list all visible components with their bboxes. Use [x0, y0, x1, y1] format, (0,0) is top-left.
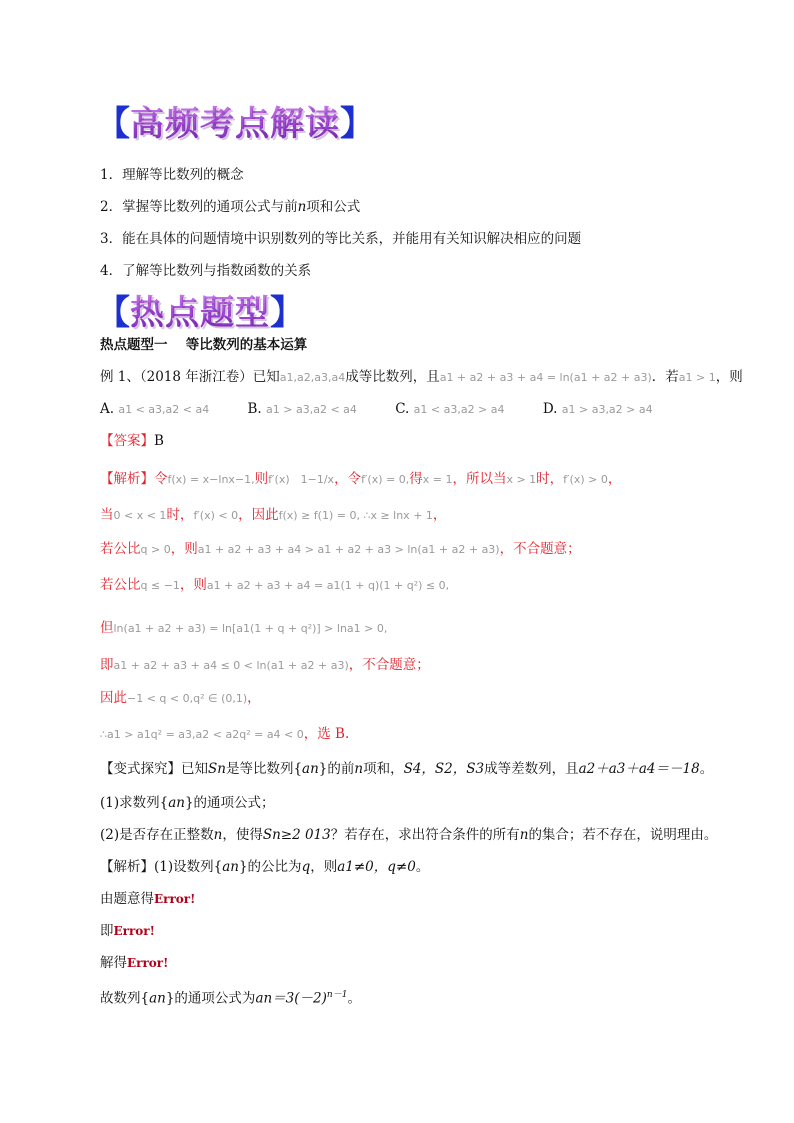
analysis-line-4: 若公比q ≤ −1，则a1 + a2 + a3 + a4 = a1(1 + q)(1 + q²) ≤ 0, — [100, 577, 450, 593]
variant-question-1: (1)求数列{an}的通项公式； — [100, 795, 275, 811]
answer-line: 【答案】B — [100, 433, 164, 449]
objective-1: 1．理解等比数列的概念 — [100, 167, 244, 183]
objective-4: 4．了解等比数列与指数函数的关系 — [100, 263, 312, 279]
objective-3: 3．能在具体的问题情境中识别数列的等比关系，并能用有关知识解决相应的问题 — [100, 231, 582, 247]
analysis-line-1: 【解析】令f(x) = x−lnx−1,则f′(x) 1−1/x，令f′(x) = 0,得x = 1，所以当x > 1时，f′(x) > 0， — [100, 471, 622, 487]
solution-line-5: 故数列{an}的通项公式为$an=3(-2)^{n-1}$。 — [100, 990, 361, 1007]
banner-hot-topics — [96, 285, 304, 334]
analysis-line-7: 因此−1 < q < 0,q² ∈ (0,1)， — [100, 690, 261, 706]
banner-bracket-right: 】 — [270, 293, 304, 333]
banner-title: 热点题型 — [130, 285, 270, 334]
analysis-line-8: ∴a1 > a1q² = a3,a2 < a2q² = a4 < 0，选 B. — [100, 726, 350, 742]
objective-2: 2．掌握等比数列的通项公式与前n项和公式 — [100, 199, 361, 215]
solution-line-1: 【解析】(1)设数列{an}的公比为q，则a1≠0，q≠0。 — [100, 859, 430, 875]
solution-line-3: 即Error! — [100, 923, 155, 939]
section-heading: 热点题型一 等比数列的基本运算 — [100, 337, 308, 353]
variant-question-2: (2)是否存在正整数n，使得Sn≥2 013？若存在，求出符合条件的所有n的集合；若不存在，说明理由。 — [100, 827, 718, 843]
banner-high-frequency — [96, 96, 374, 145]
option-b: B. a1 > a3,a2 < a4 — [247, 401, 357, 417]
analysis-line-3: 若公比q > 0，则a1 + a2 + a3 + a4 > a1 + a2 + a3 > ln(a1 + a2 + a3)，不合题意； — [100, 541, 581, 557]
option-a: A. a1 < a3,a2 < a4 — [100, 401, 210, 417]
analysis-line-2: 当0 < x < 1时，f′(x) < 0，因此f(x) ≥ f(1) = 0, ∴x ≥ lnx + 1， — [100, 507, 447, 523]
banner-bracket-right: 】 — [340, 104, 374, 144]
banner-bracket-left: 【 — [96, 104, 130, 144]
option-d: D. a1 > a3,a2 > a4 — [542, 401, 653, 417]
example-statement: 例 1、（2018 年浙江卷）已知a1,a2,a3,a4成等比数列，且a1 + a2 + a3 + a4 = ln(a1 + a2 + a3)．若a1 > 1，则 — [100, 369, 743, 385]
solution-line-4: 解得Error! — [100, 955, 169, 971]
analysis-line-5: 但ln(a1 + a2 + a3) = ln[a1(1 + q + q²)] > lna1 > 0, — [100, 620, 388, 636]
option-c: C. a1 < a3,a2 > a4 — [395, 401, 505, 417]
variant-statement: 【变式探究】已知Sn是等比数列{an}的前n项和，S4，S2，S3成等差数列，且a2＋a3＋a4＝－18。 — [100, 761, 714, 777]
example-options — [100, 400, 687, 419]
solution-line-2: 由题意得Error! — [100, 891, 196, 907]
banner-title: 高频考点解读 — [130, 96, 340, 145]
analysis-line-6: 即a1 + a2 + a3 + a4 ≤ 0 < ln(a1 + a2 + a3)，不合题意； — [100, 657, 430, 673]
banner-bracket-left: 【 — [96, 293, 130, 333]
